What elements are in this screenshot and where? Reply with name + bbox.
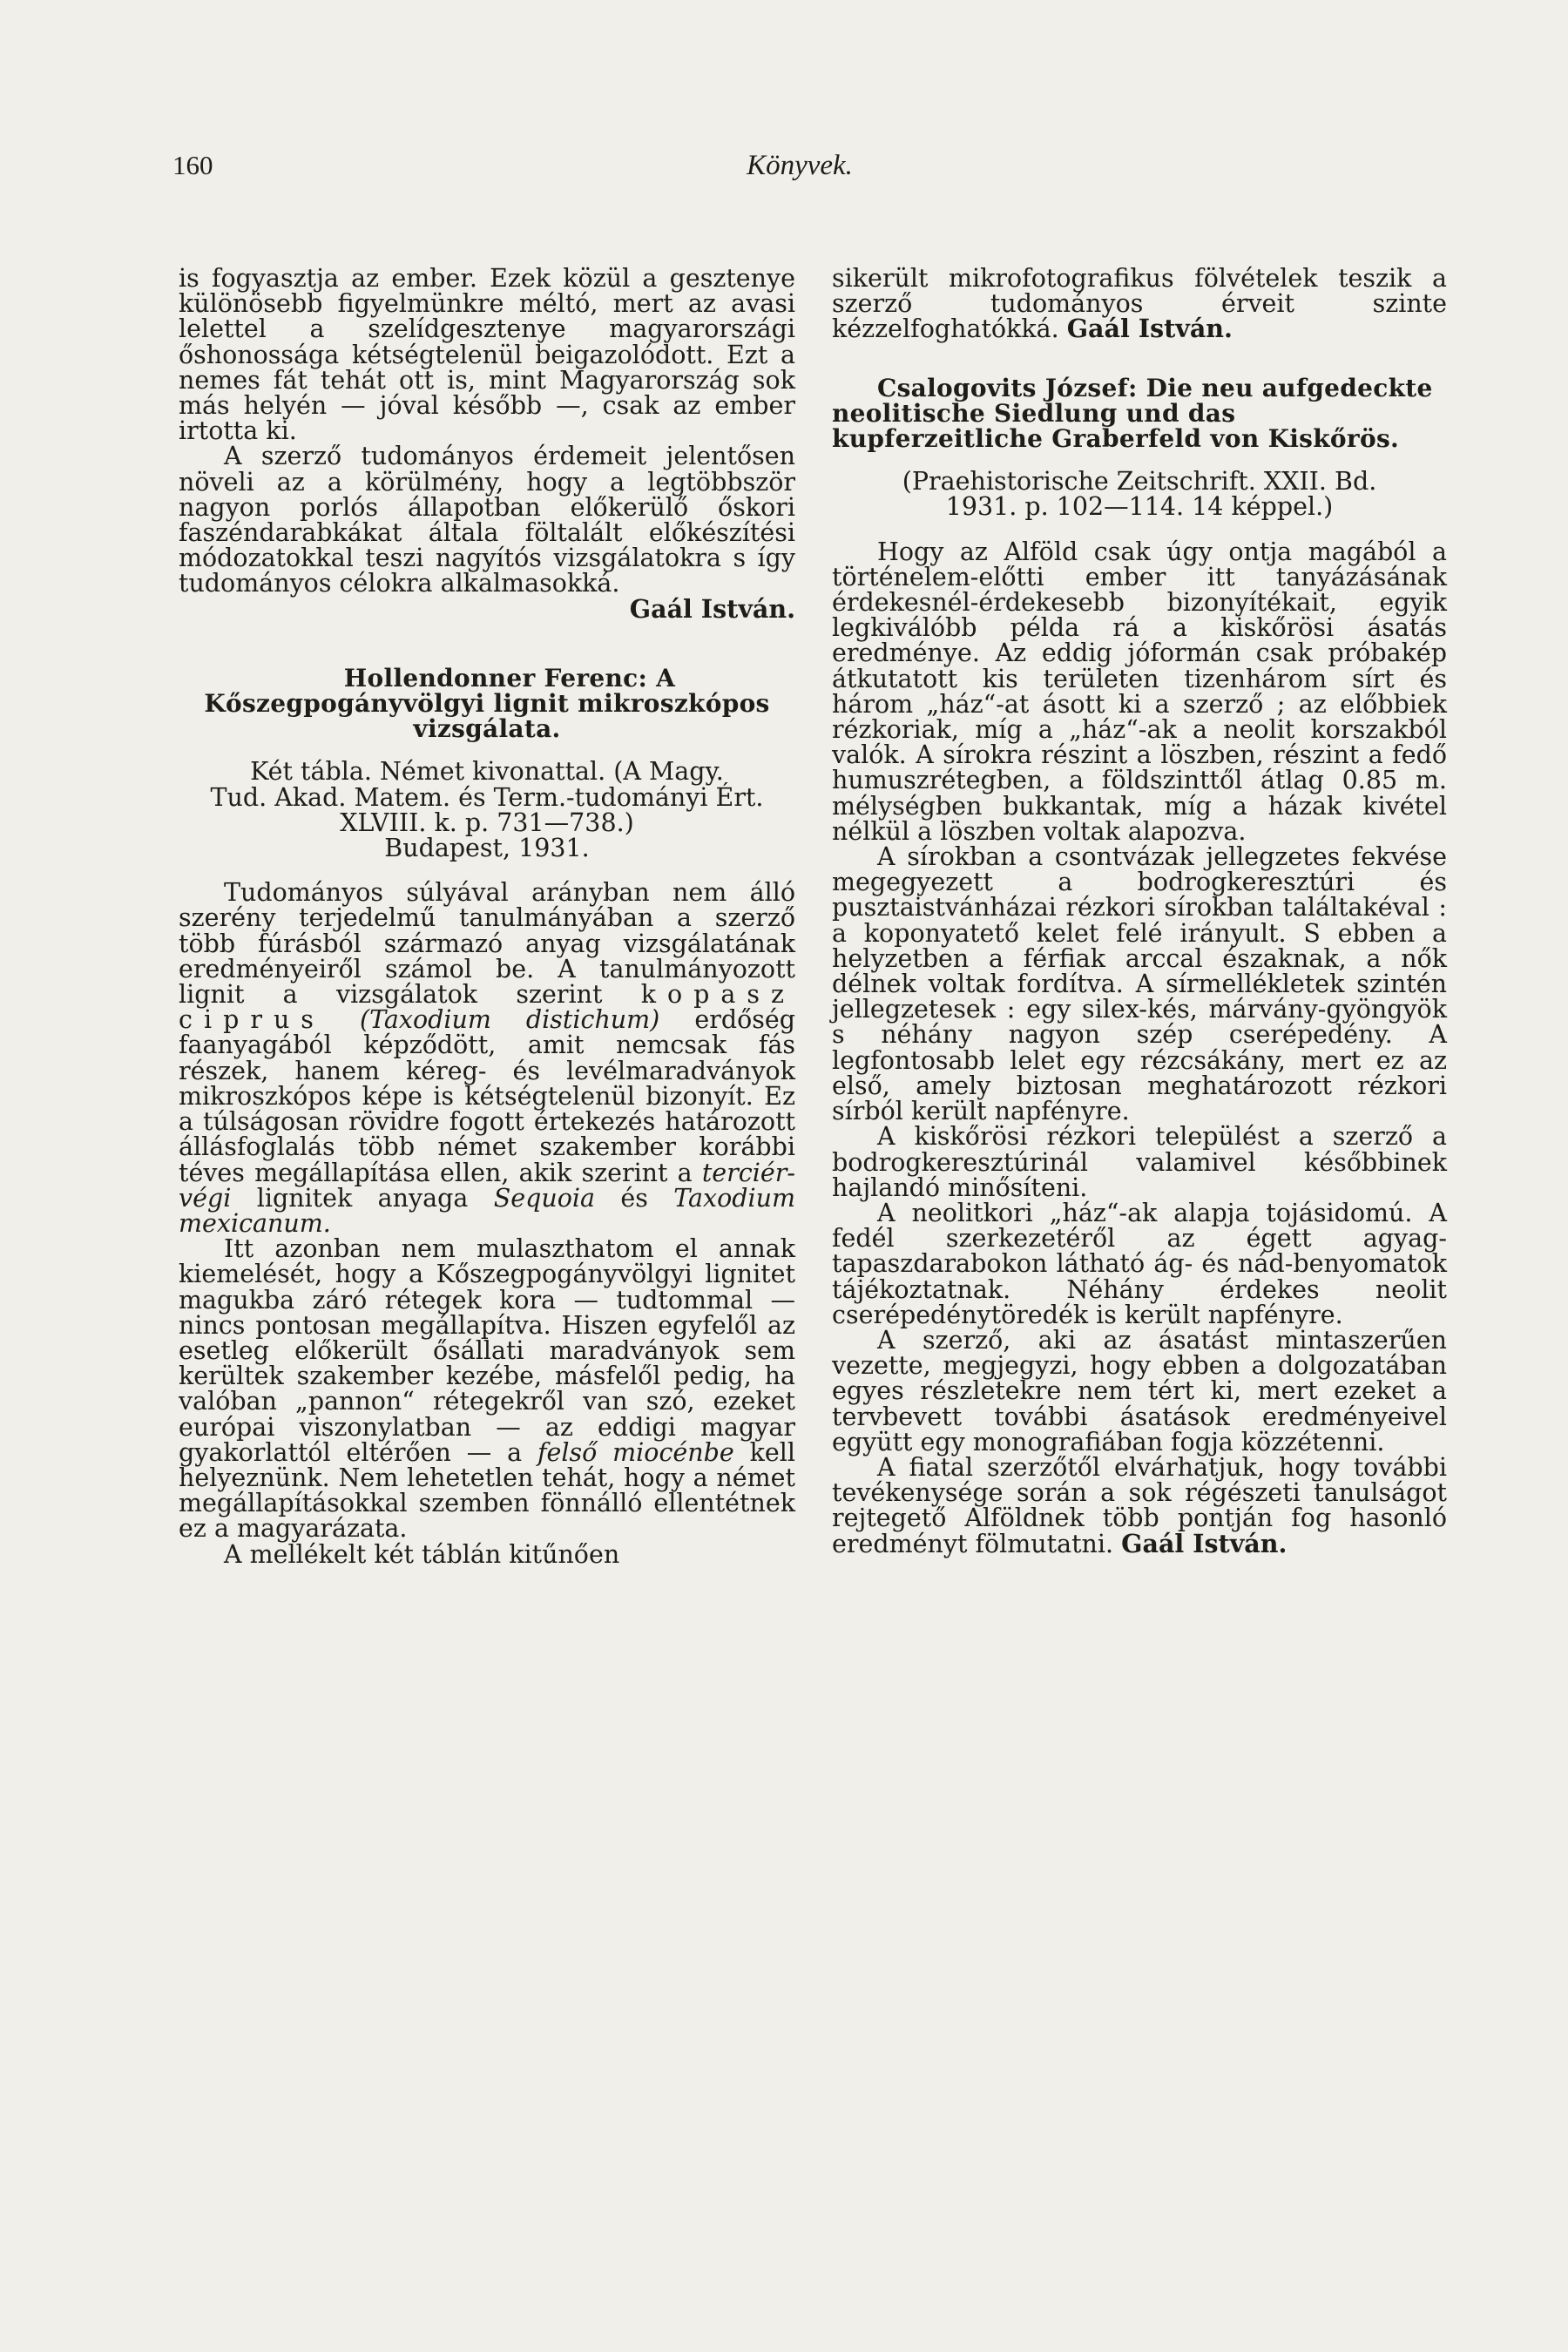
biblio-line: Tud. Akad. Matem. és Term.-tudományi Ért. XLVIII. k. p. 731—738.)	[210, 782, 764, 837]
reviewer-signature: Gaál István.	[629, 593, 795, 624]
reviewer-signature: Gaál István.	[1121, 1528, 1288, 1558]
bibliographic-info	[179, 759, 795, 861]
paragraph: A szerző, aki az ásatást mintaszerűen vezette, megjegyzi, hogy ebben a dolgozatában egyes részletekre nem tért ki, mert ezeket a tervbevett további ásatások eredményeivel együtt egy monografiában fogja közzétenni.	[832, 1325, 1447, 1456]
biblio-line: Két tábla. Német kivonattal. (A Magy.	[250, 757, 724, 787]
paragraph: Tudományos súlyával arányban nem álló szerény terjedelmű tanulmányában a szerző több fúrásból származó anyag vizsgálatának eredményeiről számol be. A tanulmányozott lignit a vizsgálatok szerint kopasz ciprus (Taxodium distichum) erdőség faanyagából képződött, amit nemcsak fás részek, hanem kéreg- és levélmaradványok mikroszkópos képe is kétségtelenül bizonyít. Ez a túlságosan rövidre fogott értekezés határozott állásfoglalás több német szakember korábbi téves megállapítása ellen, akik szerint a terciér-végi lignitek anyaga Sequoia és Taxodium mexicanum.	[179, 878, 796, 1238]
left-column	[179, 266, 795, 1567]
spaced-text: kopasz ciprus	[179, 980, 796, 1035]
paragraph: A kiskőrösi rézkori települést a szerző a bodrogkeresztúrinál valamivel későbbinek hajlandó minősíteni.	[832, 1122, 1447, 1202]
running-title: Könyvek.	[747, 150, 853, 181]
reviewer-signature: Gaál István.	[1066, 314, 1233, 344]
page-header	[172, 150, 1427, 193]
paragraph: Hogy az Alföld csak úgy ontja magából a történelem-előtti ember itt tanyázásának érdekesnél-érdekesebb bizonyítékait, egyik legkiválóbb példa rá a kiskőrösi ásatás eredménye. Az eddig jóformán csak próbakép átkutatott kis területen tizenhárom sírt és három „ház“-at ásott ki a szerző ; az előbbiek rézkoriak, míg a „ház“-ak a neolit korszakból valók. A sírokra részint a löszben, részint a fedő humuszrétegben, a földszinttől átlag 0.85 m. mélységben bukkantak, míg a házak kivétel nélkül a löszben voltak alapozva.	[832, 537, 1447, 846]
paragraph: A neolitkori „ház“-ak alapja tojásidomú. A fedél szerkezetéről az égett agyag-tapaszdarabokon látható ág- és nád-benyomatok tájékoztatnak. Néhány érdekes neolit cserépedénytöredék is került napfényre.	[832, 1198, 1447, 1329]
paragraph: sikerült mikrofotografikus fölvételek teszik a szerző tudományos érveit szinte kézzelfoghatókká. Gaál István.	[832, 264, 1447, 344]
bibliographic-info	[832, 467, 1447, 522]
right-column	[832, 266, 1447, 1557]
paragraph: A sírokban a csontvázak jellegzetes fekvése megegyezett a bodrogkeresztúri és pusztaistvánházai rézkori sírokban találtakéval : a koponyatető kelet felé irányult. S ebben a helyzetben a férfiak arccal északnak, a nők délnek voltak fordítva. A sírmellékletek szintén jellegzetesek : egy silex-kés, márvány-gyöngyök s néhány nagyon szép cserépedény. A legfontosabb lelet egy rézcsákány, mert ez az első, amely biztosan meghatározott rézkori sírból került napfényre.	[832, 842, 1447, 1126]
biblio-line: Budapest, 1931.	[384, 834, 590, 863]
paragraph: Itt azonban nem mulaszthatom el annak kiemelését, hogy a Kőszegpogányvölgyi lignitet magukba záró rétegek kora — tudtommal — nincs pontosan megállapítva. Hiszen egyfelől az esetleg előkerült ősállati maradványok sem kerültek szakember kezébe, másfelől pedig, ha valóban „pannon“ rétegekről van szó, ezeket európai viszonylatban — az eddigi magyar gyakorlattól eltérően — a felső miocénbe kell helyeznünk. Nem lehetetlen tehát, hogy a német megállapításokkal szemben fönnálló ellentétnek ez a magyarázata.	[179, 1234, 795, 1544]
biblio-line: 1931. p. 102—114. 14 képpel.)	[945, 492, 1334, 522]
review-heading: Csalogovits József: Die neu aufgedeckte neolitische Siedlung und das kupferzeitliche Graberfeld von Kiskőrös.	[832, 373, 1433, 454]
review-heading: Hollendonner Ferenc: A Kőszegpogányvölgyi lignit mikroszkópos vizsgálata.	[204, 663, 770, 744]
paragraph: is fogyasztja az ember. Ezek közül a gesztenye különösebb figyelmünkre méltó, mert az avasi lelettel a szelídgesztenye magyarországi őshonossága kétségtelenül beigazolódott. Ezt a nemes fát tehát ott is, mint Magyarország sok más helyén — jóval később —, csak az ember irtotta ki.	[179, 264, 795, 446]
paragraph: A szerző tudományos érdemeit jelentősen növeli az a körülmény, hogy a legtöbbször nagyon porlós állapotban előkerülő őskori faszéndarabkákat általa föltalált előkészítési módozatokkal teszi nagyítós vizsgálatokra s így tudományos célokra alkalmasokká.	[179, 442, 795, 598]
biblio-line: (Praehistorische Zeitschrift. XXII. Bd.	[902, 467, 1377, 497]
paragraph: A mellékelt két táblán kitűnően	[224, 1539, 620, 1569]
page-number: 160	[172, 150, 213, 180]
paragraph: A fiatal szerzőtől elvárhatjuk, hogy további tevékenysége során a sok régészeti tanulságot rejtegető Alföldnek több pontján fog hasonló eredményt fölmutatni. Gaál István.	[832, 1452, 1447, 1558]
